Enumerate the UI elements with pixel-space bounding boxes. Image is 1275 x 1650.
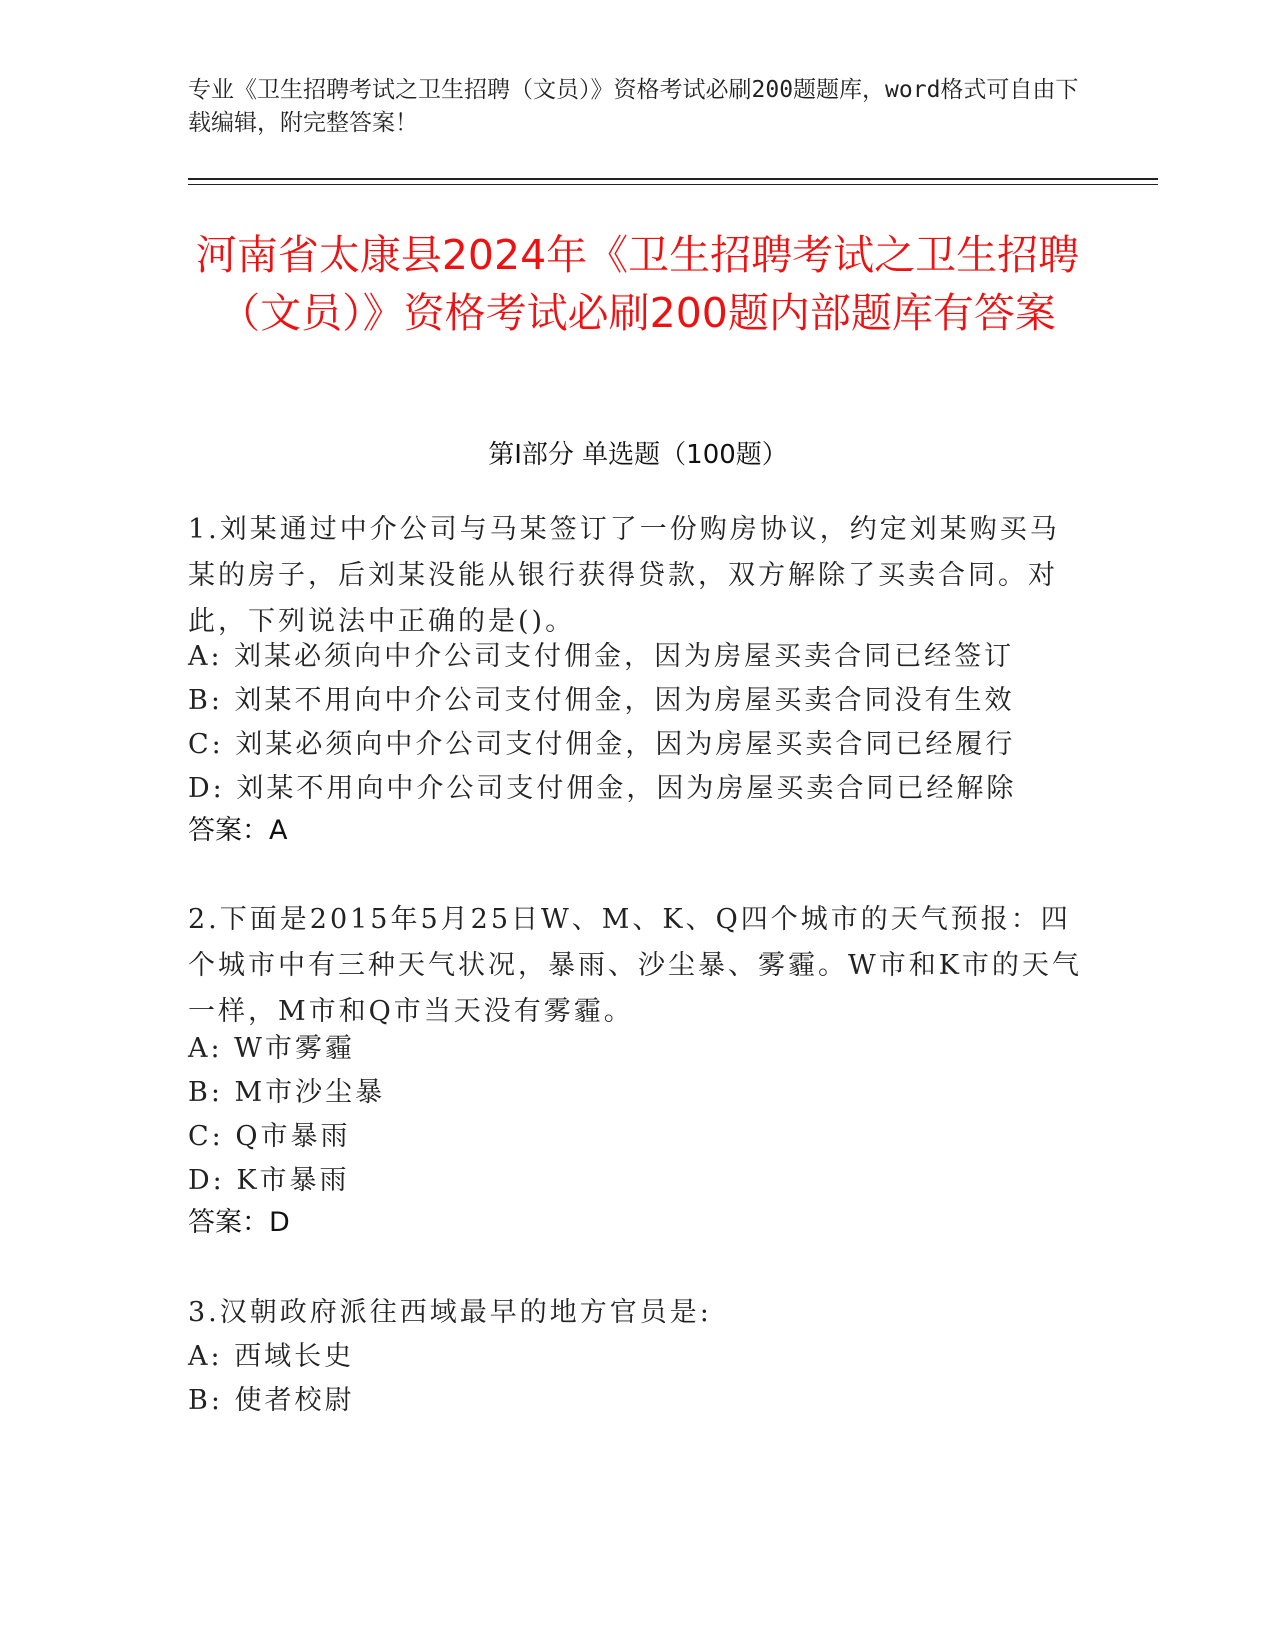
header-rule-thick bbox=[188, 178, 1158, 180]
question-3-option-a: A: 西域长史 bbox=[188, 1341, 355, 1372]
question-1-option-c: C: 刘某必须向中介公司支付佣金，因为房屋买卖合同已经履行 bbox=[188, 729, 1016, 760]
question-2-answer: 答案：D bbox=[188, 1207, 290, 1238]
question-2-text: 2.下面是2015年5月25日W、M、K、Q四个城市的天气预报：四个城市中有三种天气状况，暴雨、沙尘暴、雾霾。W市和K市的天气一样，M市和Q市当天没有雾霾。 bbox=[188, 904, 1082, 1027]
question-1-text: 1.刘某通过中介公司与马某签订了一份购房协议，约定刘某购买马某的房子，后刘某没能从银行获得贷款，双方解除了买卖合同。对此，下列说法中正确的是()。 bbox=[188, 514, 1060, 637]
section-title: 第Ⅰ部分 单选题（100题） bbox=[488, 440, 788, 470]
question-2-option-b: B: M市沙尘暴 bbox=[188, 1077, 386, 1108]
header-note: 专业《卫生招聘考试之卫生招聘（文员）》资格考试必刷200题题库，word格式可自由下载编辑，附完整答案！ bbox=[188, 77, 1079, 136]
document-title: 河南省太康县2024年《卫生招聘考试之卫生招聘（文员）》资格考试必刷200题内部题库有答案 bbox=[195, 231, 1080, 337]
question-2-option-c: C: Q市暴雨 bbox=[188, 1121, 351, 1152]
header-rule-thin bbox=[188, 184, 1158, 185]
question-1-option-b: B: 刘某不用向中介公司支付佣金，因为房屋买卖合同没有生效 bbox=[188, 685, 1015, 716]
question-2-option-a: A: W市雾霾 bbox=[188, 1033, 355, 1064]
question-3-text: 3.汉朝政府派往西域最早的地方官员是: bbox=[188, 1297, 712, 1328]
question-1-option-d: D: 刘某不用向中介公司支付佣金，因为房屋买卖合同已经解除 bbox=[188, 773, 1017, 804]
question-2-option-d: D: K市暴雨 bbox=[188, 1165, 350, 1196]
question-1-answer: 答案：A bbox=[188, 815, 288, 846]
question-3-option-b: B: 使者校尉 bbox=[188, 1385, 355, 1416]
question-1-option-a: A: 刘某必须向中介公司支付佣金，因为房屋买卖合同已经签订 bbox=[188, 641, 1015, 672]
